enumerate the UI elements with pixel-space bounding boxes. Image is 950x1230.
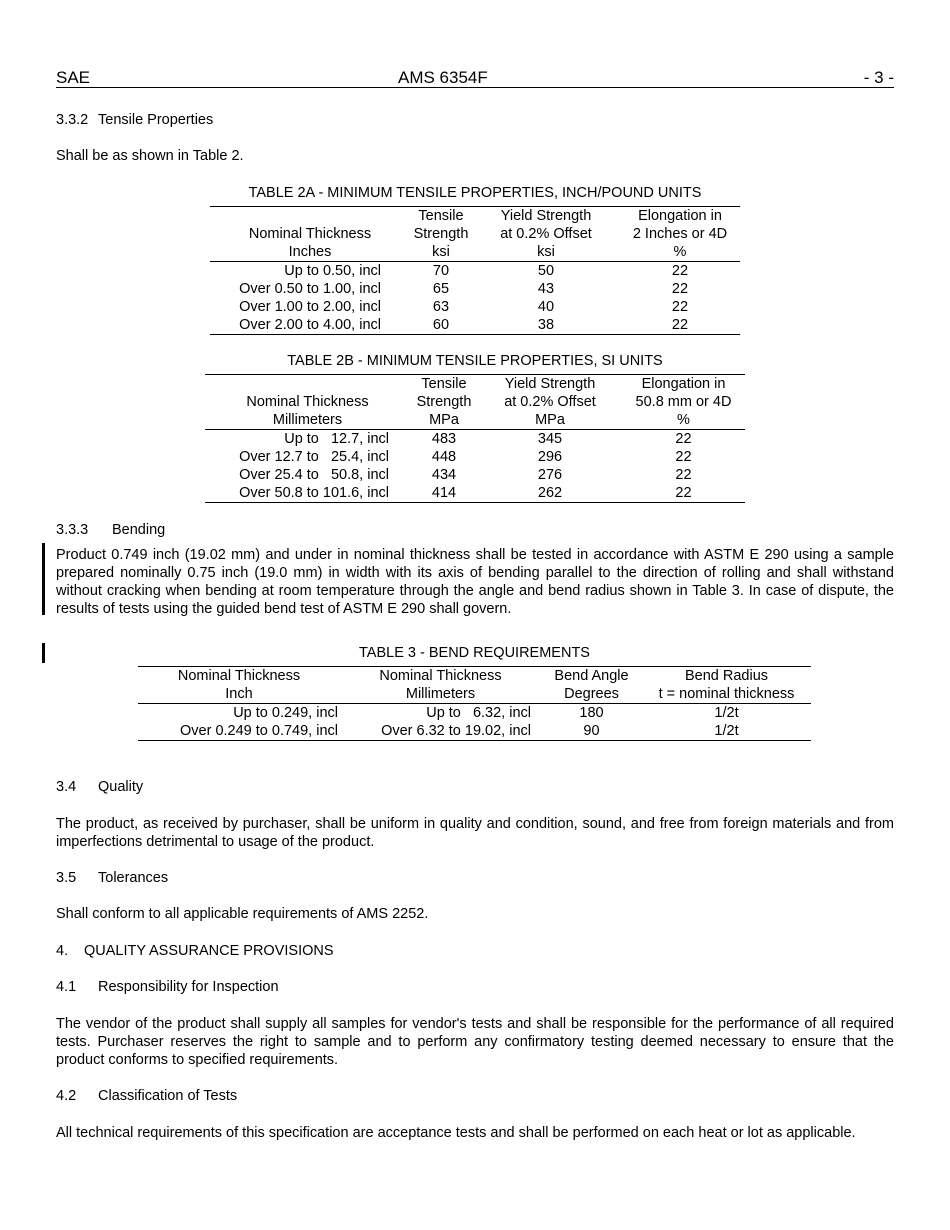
- table-cell: 22: [675, 467, 692, 483]
- table-header-cell: Tensile: [421, 376, 467, 392]
- table-header-cell: MPa: [429, 412, 459, 428]
- table-cell: Over 0.50 to 1.00, incl: [239, 281, 381, 297]
- table-header-cell: Nominal Thickness: [248, 226, 372, 242]
- table-row: [205, 484, 745, 503]
- header-rule: [56, 87, 894, 88]
- table-header-cell: Degrees: [564, 686, 619, 702]
- table-header-cell: Tensile: [418, 208, 464, 224]
- table-row: [205, 466, 745, 484]
- revision-bar: [42, 543, 45, 615]
- table-cell: 180: [579, 705, 604, 721]
- section-3-3-3-heading: [56, 521, 165, 539]
- table-cell: Over 0.249 to 0.749, incl: [180, 723, 338, 739]
- table-header-cell: Yield Strength: [500, 208, 592, 224]
- table-cell: Over 12.7 to 25.4, incl: [239, 449, 389, 465]
- section-title: Bending: [112, 522, 166, 538]
- table-row: [210, 316, 740, 335]
- table-cell: 50: [537, 263, 555, 279]
- table-cell: Over 6.32 to 19.02, incl: [381, 723, 531, 739]
- table-cell: Over 50.8 to 101.6, incl: [239, 485, 389, 501]
- table-header-cell: %: [677, 412, 690, 428]
- header-doc-number: AMS 6354F: [398, 68, 488, 87]
- table-cell: Over 1.00 to 2.00, incl: [239, 299, 381, 315]
- section-title: Tolerances: [98, 870, 169, 886]
- table-cell: 448: [431, 449, 457, 465]
- table-header-cell: MPa: [535, 412, 565, 428]
- table-3: [138, 666, 811, 741]
- revision-bar: [42, 643, 45, 663]
- table-cell: 22: [675, 449, 692, 465]
- section-title: Classification of Tests: [98, 1088, 238, 1104]
- table-cell: 296: [537, 449, 563, 465]
- table-header-cell: 50.8 mm or 4D: [635, 394, 732, 410]
- section-3-4-text: The product, as received by purchaser, shall be uniform in quality and condition, sound, and free from foreign materials and from imperfections detrimental to usage of the product.: [56, 816, 894, 850]
- table-cell: 70: [432, 263, 450, 279]
- table-cell: 40: [537, 299, 555, 315]
- table-cell: 345: [537, 431, 563, 447]
- section-3-3-2-heading: [56, 111, 213, 129]
- section-3-3-2-text: Shall be as shown in Table 2.: [56, 148, 244, 164]
- section-3-5-text: Shall conform to all applicable requirements of AMS 2252.: [56, 906, 429, 922]
- table-cell: 60: [432, 317, 450, 333]
- table-row: [210, 280, 740, 298]
- table-cell: Up to 12.7, incl: [284, 431, 389, 447]
- table-cell: 1/2t: [714, 723, 739, 739]
- section-3-3-3-text: Product 0.749 inch (19.02 mm) and under in nominal thickness shall be tested in accordance with ASTM E 290 using a sample prepared nominally 0.75 inch (19.0 mm) in width with its axis of bending parallel to the direction of rolling and shall withstand without cracking when bending at room temperature through the angle and bend radius shown in Table 3. In case of dispute, the results of tests using the guided bend test of ASTM E 290 shall govern.: [56, 547, 894, 617]
- table-cell: 90: [583, 723, 600, 739]
- table-cell: 22: [675, 431, 692, 447]
- table-header-cell: Bend Angle: [554, 668, 629, 684]
- table-header-cell: Nominal Thickness: [246, 394, 369, 410]
- section-number: 4.: [56, 943, 69, 959]
- table-header-cell: ksi: [432, 244, 450, 260]
- table-cell: 434: [431, 467, 457, 483]
- table-cell: 262: [537, 485, 563, 501]
- table-header-cell: Elongation in: [641, 376, 726, 392]
- section-4-heading: [56, 942, 334, 960]
- section-number: 4.1: [56, 979, 77, 995]
- section-number: 3.3.3: [56, 522, 89, 538]
- table-row: [138, 704, 811, 723]
- table-header-cell: t = nominal thickness: [658, 686, 795, 702]
- table-header-cell: Inches: [288, 244, 332, 260]
- table-header-cell: 2 Inches or 4D: [632, 226, 728, 242]
- section-title: Quality: [98, 779, 144, 795]
- section-4-1-text: The vendor of the product shall supply all samples for vendor's tests and shall be responsible for the performance of all required tests. Purchaser reserves the right to sample and to perform any confirmatory testing deemed necessary to ensure that the product conforms to specified requirements.: [56, 1016, 894, 1068]
- section-number: 3.5: [56, 870, 77, 886]
- section-4-1-heading: [56, 978, 279, 996]
- table-cell: Up to 6.32, incl: [426, 705, 531, 721]
- table-cell: 414: [431, 485, 457, 501]
- table-row: [205, 430, 745, 449]
- table-cell: 22: [671, 299, 689, 315]
- table-cell: 65: [432, 281, 450, 297]
- table-header-cell: [210, 207, 410, 226]
- table-cell: 22: [671, 281, 689, 297]
- table-cell: Over 2.00 to 4.00, incl: [239, 317, 381, 333]
- table-2a-caption: TABLE 2A - MINIMUM TENSILE PROPERTIES, INCH/POUND UNITS: [248, 185, 702, 201]
- table-row: [210, 262, 740, 281]
- section-3-5-heading: [56, 869, 168, 887]
- table-row: [210, 298, 740, 316]
- table-header-cell: Strength: [413, 226, 469, 242]
- table-header-cell: ksi: [537, 244, 555, 260]
- header-page-number: - 3 -: [863, 68, 894, 87]
- table-header-cell: Yield Strength: [504, 376, 596, 392]
- table-cell: Over 25.4 to 50.8, incl: [239, 467, 389, 483]
- table-2b-caption: TABLE 2B - MINIMUM TENSILE PROPERTIES, SI UNITS: [287, 353, 663, 369]
- table-cell: Up to 0.249, incl: [233, 705, 338, 721]
- table-2b: [205, 374, 745, 503]
- section-title: Responsibility for Inspection: [98, 979, 279, 995]
- table-header-cell: Nominal Thickness: [177, 668, 301, 684]
- table-cell: 276: [537, 467, 563, 483]
- table-header-cell: Millimeters: [405, 686, 476, 702]
- table-row: [138, 722, 811, 741]
- table-header-cell: %: [673, 244, 687, 260]
- table-cell: 22: [671, 263, 689, 279]
- section-title: QUALITY ASSURANCE PROVISIONS: [84, 943, 334, 959]
- table-cell: 43: [537, 281, 555, 297]
- section-title: Tensile Properties: [98, 112, 214, 128]
- table-header-cell: [205, 375, 410, 394]
- table-cell: 22: [671, 317, 689, 333]
- table-header-cell: Millimeters: [272, 412, 343, 428]
- table-cell: 1/2t: [714, 705, 739, 721]
- table-3-caption: TABLE 3 - BEND REQUIREMENTS: [359, 645, 590, 661]
- table-header-cell: Nominal Thickness: [379, 668, 502, 684]
- section-4-2-heading: [56, 1087, 237, 1105]
- section-3-4-heading: [56, 778, 143, 796]
- table-cell: 483: [431, 431, 457, 447]
- section-number: 4.2: [56, 1088, 77, 1104]
- table-header-cell: Bend Radius: [684, 668, 769, 684]
- table-header-cell: at 0.2% Offset: [504, 394, 596, 410]
- header-org: SAE: [56, 68, 91, 87]
- section-number: 3.3.2: [56, 112, 89, 128]
- table-2a: [210, 206, 740, 335]
- table-header-cell: Elongation in: [638, 208, 722, 224]
- table-header-cell: at 0.2% Offset: [500, 226, 592, 242]
- table-header-cell: Strength: [416, 394, 472, 410]
- table-header-cell: Inch: [225, 686, 253, 702]
- table-cell: Up to 0.50, incl: [284, 263, 381, 279]
- table-row: [205, 448, 745, 466]
- section-4-2-text: All technical requirements of this specification are acceptance tests and shall be performed on each heat or lot as applicable.: [56, 1125, 856, 1141]
- table-cell: 22: [675, 485, 692, 501]
- table-cell: 63: [432, 299, 450, 315]
- section-number: 3.4: [56, 779, 77, 795]
- table-cell: 38: [537, 317, 555, 333]
